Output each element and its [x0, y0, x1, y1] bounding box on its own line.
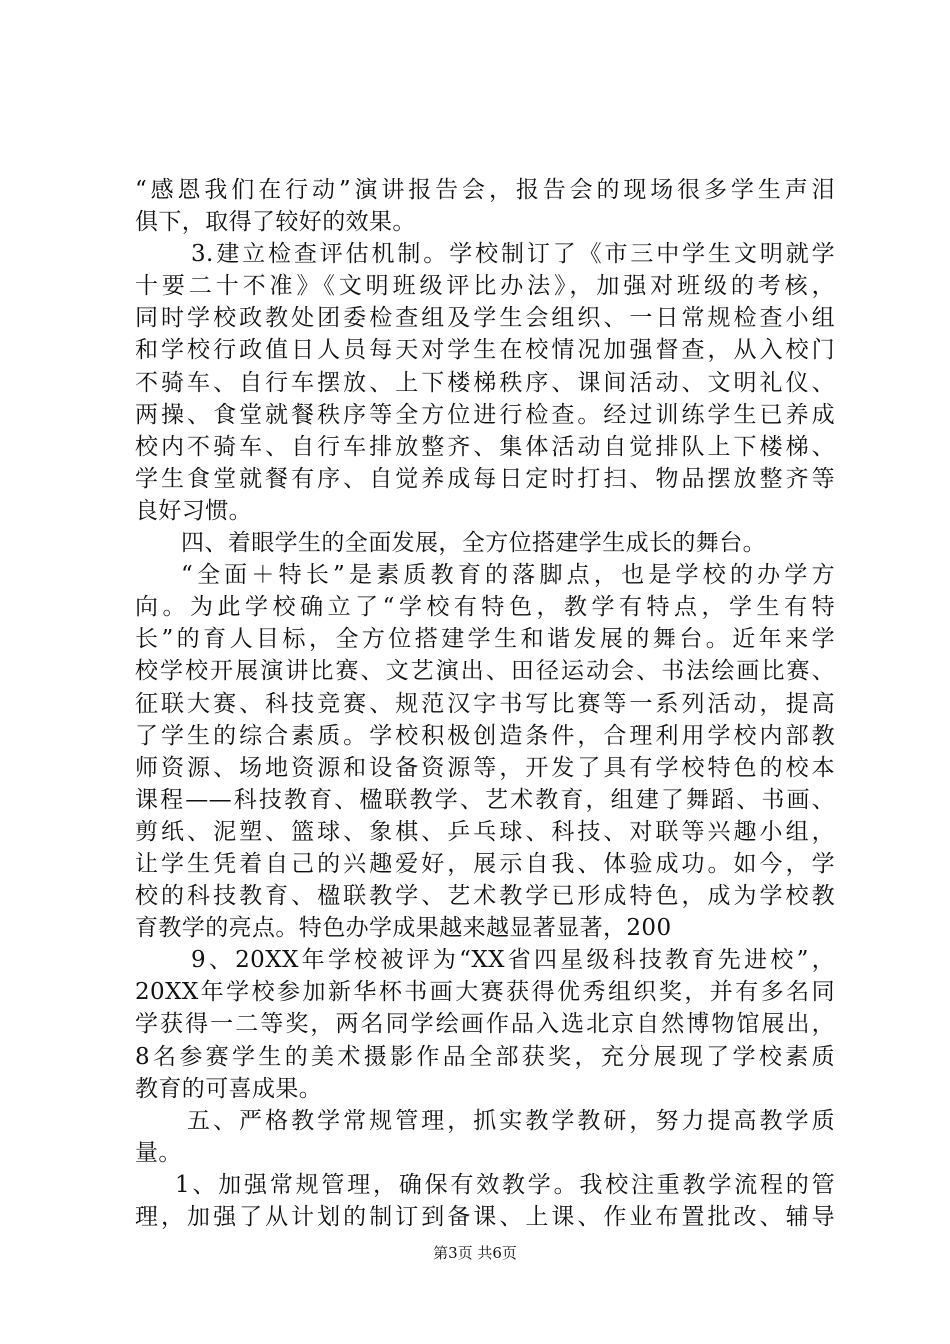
text-line: 师资源、场地资源和设备资源等，开发了具有学校特色的校本 — [135, 754, 835, 781]
text-line: 两操、食堂就餐秩序等全方位进行检查。经过训练学生已养成 — [135, 401, 835, 428]
text-line: 校学校开展演讲比赛、文艺演出、田径运动会、书法绘画比赛、 — [135, 658, 835, 685]
text-line: 剪纸、泥塑、篮球、象棋、乒乓球、科技、对联等兴趣小组， — [135, 818, 835, 845]
text-line: 长”的育人目标，全方位搭建学生和谐发展的舞台。近年来学 — [135, 626, 835, 653]
text-line: 量。 — [135, 1139, 182, 1166]
text-line: “感恩我们在行动”演讲报告会，报告会的现场很多学生声泪 — [135, 177, 835, 203]
page-footer — [0, 1243, 950, 1263]
text-line: 8名参赛学生的美术摄影作品全部获奖，充分展现了学校素质 — [135, 1043, 835, 1070]
text-line: 不骑车、自行车摆放、上下楼梯秩序、课间活动、文明礼仪、 — [135, 369, 835, 396]
text-line: 向。为此学校确立了“学校有特色，教学有特点，学生有特 — [135, 594, 835, 621]
text-line: 让学生凭着自己的兴趣爱好，展示自我、体验成功。如今，学 — [135, 850, 835, 877]
text-line: 和学校行政值日人员每天对学生在校情况加强督查，从入校门 — [135, 337, 835, 364]
text-line: 良好习惯。 — [135, 497, 252, 524]
text-line: 学获得一二等奖，两名同学绘画作品入选北京自然博物馆展出， — [135, 1011, 835, 1038]
text-line: 学生食堂就餐有序、自觉养成每日定时打扫、物品摆放整齐等 — [135, 465, 835, 492]
page-number-label: 第3页 共6页 — [433, 1244, 517, 1262]
text-line: 3.建立检查评估机制。学校制订了《市三中学生文明就学 — [191, 241, 835, 268]
text-line: 了学生的综合素质。学校积极创造条件，合理利用学校内部教 — [135, 722, 835, 749]
text-line: 育教学的亮点。特色办学成果越来越显著显著，200 — [135, 915, 672, 942]
text-line: 征联大赛、科技竞赛、规范汉字书写比赛等一系列活动，提高 — [135, 690, 835, 717]
text-line: 教育的可喜成果。 — [135, 1075, 323, 1102]
text-line: 四、着眼学生的全面发展，全方位搭建学生成长的舞台。 — [181, 530, 766, 557]
text-line: 同时学校政教处团委检查组及学生会组织、一日常规检查小组 — [135, 305, 835, 332]
text-line: 俱下，取得了较好的效果。 — [135, 209, 416, 236]
text-line: 理，加强了从计划的制订到备课、上课、作业布置批改、辅导 — [135, 1204, 835, 1230]
text-line: 1、加强常规管理，确保有效教学。我校注重教学流程的管 — [175, 1171, 835, 1198]
text-line: 校内不骑车、自行车排放整齐、集体活动自觉排队上下楼梯、 — [135, 433, 835, 460]
text-line: 课程——科技教育、楹联教学、艺术教育，组建了舞蹈、书画、 — [135, 786, 835, 813]
text-line: 五、严格教学常规管理，抓实教学教研，努力提高教学质 — [187, 1107, 835, 1134]
text-line: 20XX年学校参加新华杯书画大赛获得优秀组织奖，并有多名同 — [135, 979, 835, 1006]
text-line: 校的科技教育、楹联教学、艺术教学已形成特色，成为学校教 — [135, 883, 835, 910]
text-line: 十要二十不准》《文明班级评比办法》，加强对班级的考核， — [135, 273, 835, 300]
text-line: 9、20XX年学校被评为“XX省四星级科技教育先进校”， — [191, 947, 835, 974]
document-body — [135, 174, 835, 1233]
text-line: “全面＋特长”是素质教育的落脚点，也是学校的办学方 — [181, 562, 835, 589]
